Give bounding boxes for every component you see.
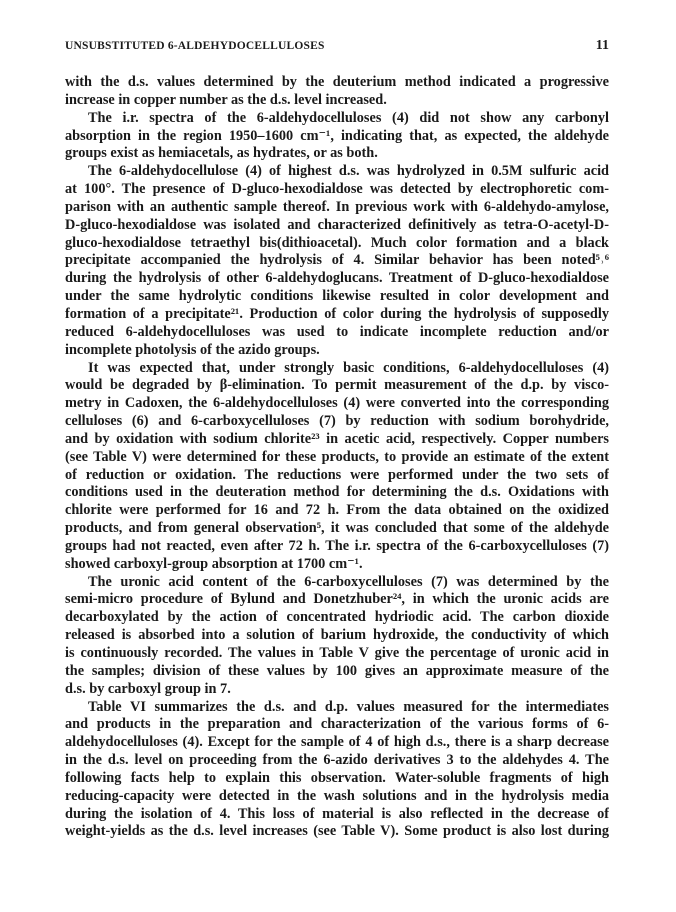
paragraph-line: chlorite were performed for 16 and 72 h. From the data obtained on the oxidized [65, 502, 609, 519]
paragraph-line: would be degraded by β-elimination. To permit measurement of the d.p. by visco- [65, 377, 609, 394]
paragraph-line: during the hydrolysis of other 6-aldehydoglucans. Treatment of D-gluco-hexodialdose [65, 270, 609, 287]
paragraph-line: conditions used in the deuteration method for determining the d.s. Oxidations with [65, 484, 609, 501]
paragraph-line: and products in the preparation and characterization of the various forms of 6- [65, 716, 609, 733]
paragraph-line: d.s. by carboxyl group in 7. [65, 680, 231, 697]
paragraph-line: formation of a precipitate²¹. Production of color during the hydrolysis of supposedly [65, 305, 609, 322]
paragraph-line: metry in Cadoxen, the 6-aldehydocelluloses (4) were converted into the corresponding [65, 395, 609, 412]
paragraph-line: groups had not reacted, even after 72 h. The i.r. spectra of the 6-carboxycelluloses (7) [65, 537, 609, 554]
paragraph-line: released is absorbed into a solution of barium hydroxide, the conductivity of which [65, 627, 609, 644]
paragraph-line: during the isolation of 4. This loss of material is also reflected in the decrease of [65, 805, 609, 822]
paragraph-line: Table VI summarizes the d.s. and d.p. values measured for the intermediates [88, 698, 609, 715]
paragraph-line: reduced 6-aldehydocelluloses was used to indicate incomplete reduction and/or [65, 323, 609, 340]
paragraph-line: under the same hydrolytic conditions likewise resulted in color development and [65, 288, 609, 305]
paragraph-line: in the d.s. level on proceeding from the 6-azido derivatives 3 to the aldehydes 4. The [65, 752, 609, 769]
page-number: 11 [595, 38, 609, 53]
paragraph-line: The uronic acid content of the 6-carboxycelluloses (7) was determined by the [88, 573, 609, 590]
paragraph-line: D-gluco-hexodialdose was isolated and characterized definitively as tetra-O-acetyl-D- [65, 216, 609, 233]
body-text [65, 74, 609, 841]
paragraph-line: showed carboxyl-group absorption at 1700 cm⁻¹. [65, 555, 363, 572]
paragraph-line: at 100°. The presence of D-gluco-hexodialdose was detected by electrophoretic com- [65, 181, 609, 198]
paragraph-line: and by oxidation with sodium chlorite²³ in acetic acid, respectively. Copper numbers [65, 430, 609, 447]
paragraph-line: absorption in the region 1950–1600 cm⁻¹, indicating that, as expected, the aldehyde [65, 127, 609, 144]
paragraph-line: The i.r. spectra of the 6-aldehydocelluloses (4) did not show any carbonyl [88, 109, 609, 126]
paragraph-line: celluloses (6) and 6-carboxycelluloses (7) by reduction with sodium borohydride, [65, 413, 609, 430]
paragraph-line: parison with an authentic sample thereof. In previous work with 6-aldehydo-amylose, [65, 198, 609, 215]
paragraph-line: is continuously recorded. The values in Table V give the percentage of uronic acid in [65, 645, 609, 661]
paragraph-line: The 6-aldehydocellulose (4) of highest d.s. was hydrolyzed in 0.5M sulfuric acid [88, 163, 609, 180]
paragraph-line: decarboxylated by the action of concentrated hydriodic acid. The carbon dioxide [65, 609, 609, 626]
paragraph-line: weight-yields as the d.s. level increases (see Table V). Some product is also lost during [65, 823, 609, 840]
paragraph-line: aldehydocelluloses (4). Except for the sample of 4 of high d.s., there is a sharp decrease [65, 734, 609, 751]
paragraph-line: incomplete photolysis of the azido groups. [65, 341, 320, 358]
running-head [65, 40, 609, 58]
paragraph-line: products, and from general observation⁵, it was concluded that some of the aldehyde [65, 520, 609, 537]
paragraph-line: semi-micro procedure of Bylund and Donetzhuber²⁴, in which the uronic acids are [65, 591, 609, 608]
paragraph-line: It was expected that, under strongly basic conditions, 6-aldehydocelluloses (4) [88, 359, 609, 376]
paragraph-line: following facts help to explain this observation. Water-soluble fragments of high [65, 769, 609, 786]
running-title: UNSUBSTITUTED 6-ALDEHYDOCELLULOSES [65, 40, 325, 52]
paragraph-line: (see Table V) were determined for these products, to provide an estimate of the extent [65, 448, 609, 465]
paragraph-line: reducing-capacity were detected in the wash solutions and in the hydrolysis media [65, 787, 609, 804]
paragraph-line: with the d.s. values determined by the deuterium method indicated a progressive [65, 74, 609, 90]
paragraph-line: the samples; division of these values by 100 gives an approximate measure of the [65, 662, 609, 679]
paragraph-line: precipitate accompanied the hydrolysis of 4. Similar behavior has been noted⁵˒⁶ [65, 252, 609, 269]
paragraph-line: gluco-hexodialdose tetraethyl bis(dithioacetal). Much color formation and a black [65, 234, 609, 251]
paragraph-line: groups exist as hemiacetals, as hydrates, or as both. [65, 145, 378, 162]
paragraph-line: of reduction or oxidation. The reductions were performed under the two sets of [65, 466, 609, 483]
paragraph-line: increase in copper number as the d.s. level increased. [65, 91, 387, 108]
